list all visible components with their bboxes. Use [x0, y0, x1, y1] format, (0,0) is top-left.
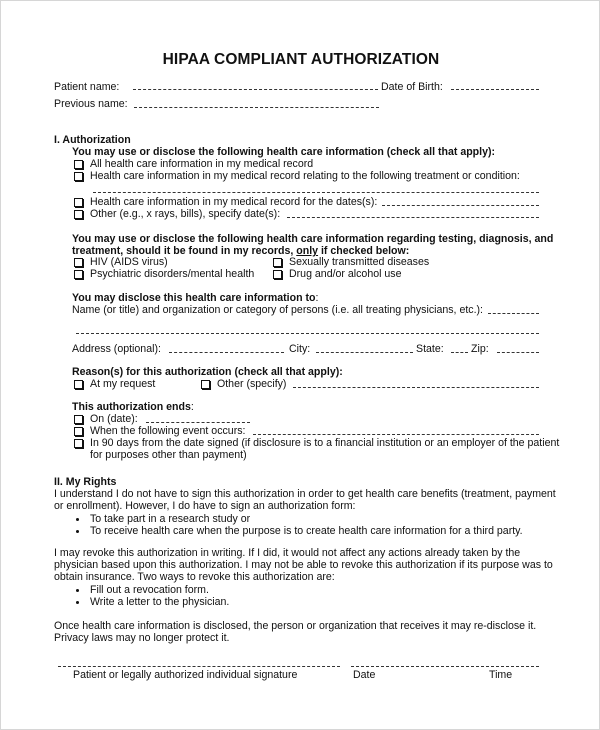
ends-heading-text: This authorization ends	[72, 401, 191, 413]
checkbox-on-date[interactable]	[74, 415, 83, 424]
checkbox-all-info[interactable]	[74, 160, 83, 169]
city-field[interactable]	[316, 352, 413, 353]
city-label: City:	[289, 343, 311, 355]
disclose-to-heading-text: You may disclose this health care information to	[72, 292, 316, 304]
revoke-bullet-1: Fill out a revocation form.	[90, 584, 209, 596]
checkbox-at-my-request[interactable]	[74, 380, 83, 389]
rights-para1-line2: or enrollment). However, I do have to sign an authorization form:	[54, 500, 356, 512]
revoke-para-line3: obtain insurance. Two ways to revoke this authorization are:	[54, 571, 335, 583]
revoke-bullet-2: Write a letter to the physician.	[90, 596, 230, 608]
testing-heading-pre: treatment, should it be found in my records,	[72, 245, 297, 257]
option-event-occurs-label: When the following event occurs:	[90, 425, 246, 437]
disclose-to-heading	[72, 292, 318, 304]
date-label: Date	[353, 669, 376, 681]
end-date-field[interactable]	[146, 422, 250, 423]
checkbox-drug-alcohol[interactable]	[273, 270, 282, 279]
section-my-rights-heading: II. My Rights	[54, 476, 117, 488]
dob-label: Date of Birth:	[381, 81, 443, 93]
rights-bullet-1: To take part in a research study or	[90, 513, 251, 525]
recipient-field-inline[interactable]	[488, 313, 539, 314]
testing-heading-line1: You may use or disclose the following health care information regarding testing, diagnosis, and	[72, 233, 554, 245]
state-field[interactable]	[451, 352, 468, 353]
ends-colon: :	[190, 401, 194, 413]
testing-heading-post: if checked below:	[318, 245, 410, 257]
checkbox-std[interactable]	[273, 258, 282, 267]
bullet-icon	[76, 601, 79, 604]
option-90-days-label: In 90 days from the date signed (if disclosure is to a financial institution or an employer of the patient	[90, 437, 560, 449]
event-field[interactable]	[253, 434, 539, 435]
option-on-date-label: On (date):	[90, 413, 138, 425]
checkbox-other-reason[interactable]	[201, 380, 210, 389]
option-drug-alcohol-label: Drug and/or alcohol use	[289, 268, 402, 280]
revoke-para-line2: physician based upon this authorization. I may not be able to revoke this authorization if its purpose was to	[54, 559, 553, 571]
checkbox-psychiatric[interactable]	[74, 270, 83, 279]
option-at-my-request-label: At my request	[90, 378, 156, 390]
option-all-info-label: All health care information in my medical record	[90, 158, 314, 170]
previous-name-label: Previous name:	[54, 98, 128, 110]
option-dates-label: Health care information in my medical record for the dates(s):	[90, 196, 378, 208]
state-label: State:	[416, 343, 444, 355]
signature-field[interactable]	[58, 666, 340, 667]
other-reason-field[interactable]	[293, 387, 539, 388]
zip-label: Zip:	[471, 343, 489, 355]
rights-bullet-2: To receive health care when the purpose is to create health care information for a third party.	[90, 525, 523, 537]
checkbox-90-days[interactable]	[74, 439, 83, 448]
signature-label: Patient or legally authorized individual signature	[73, 669, 298, 681]
option-hiv-label: HIV (AIDS virus)	[90, 256, 168, 268]
date-time-field[interactable]	[351, 666, 539, 667]
zip-field[interactable]	[497, 352, 539, 353]
previous-name-field[interactable]	[134, 107, 379, 108]
dob-field[interactable]	[451, 89, 539, 90]
recipient-label: Name (or title) and organization or category of persons (i.e. all treating physicians, etc.):	[72, 304, 483, 316]
checkbox-other-info[interactable]	[74, 210, 83, 219]
dates-field[interactable]	[382, 205, 539, 206]
option-std-label: Sexually transmitted diseases	[289, 256, 430, 268]
checkbox-event-occurs[interactable]	[74, 427, 83, 436]
bullet-icon	[76, 589, 79, 592]
option-90-days-label-line2: for purposes other than payment)	[90, 449, 247, 461]
checkbox-dates[interactable]	[74, 198, 83, 207]
redisclose-para-line1: Once health care information is disclosed, the person or organization that receives it may re-disclose it.	[54, 620, 537, 632]
patient-name-label: Patient name:	[54, 81, 120, 93]
rights-para1-line1: I understand I do not have to sign this authorization in order to get health care benefits (treatment, payment	[54, 488, 556, 500]
time-label: Time	[489, 669, 513, 681]
other-info-field[interactable]	[287, 217, 539, 218]
patient-name-field[interactable]	[133, 89, 378, 90]
address-field[interactable]	[169, 352, 284, 353]
use-disclose-heading: You may use or disclose the following health care information (check all that apply):	[72, 146, 496, 158]
reasons-heading: Reason(s) for this authorization (check all that apply):	[72, 366, 343, 378]
option-other-reason-label: Other (specify)	[217, 378, 287, 390]
disclose-to-colon: :	[315, 292, 319, 304]
section-authorization-heading: I. Authorization	[54, 134, 131, 146]
revoke-para-line1: I may revoke this authorization in writing. If I did, it would not affect any actions already taken by the	[54, 547, 521, 559]
testing-heading-only: only	[296, 245, 319, 257]
option-psychiatric-label: Psychiatric disorders/mental health	[90, 268, 255, 280]
document-title: HIPAA COMPLIANT AUTHORIZATION	[162, 51, 440, 68]
recipient-field[interactable]	[76, 333, 539, 334]
treatment-condition-field[interactable]	[93, 192, 539, 193]
option-treatment-condition-label: Health care information in my medical record relating to the following treatment or condition:	[90, 170, 520, 182]
checkbox-hiv[interactable]	[74, 258, 83, 267]
option-other-info-label: Other (e.g., x rays, bills), specify date(s):	[90, 208, 281, 220]
bullet-icon	[76, 518, 79, 521]
address-label: Address (optional):	[72, 343, 161, 355]
checkbox-treatment-condition[interactable]	[74, 172, 83, 181]
redisclose-para-line2: Privacy laws may no longer protect it.	[54, 632, 230, 644]
ends-heading	[72, 401, 194, 413]
bullet-icon	[76, 530, 79, 533]
